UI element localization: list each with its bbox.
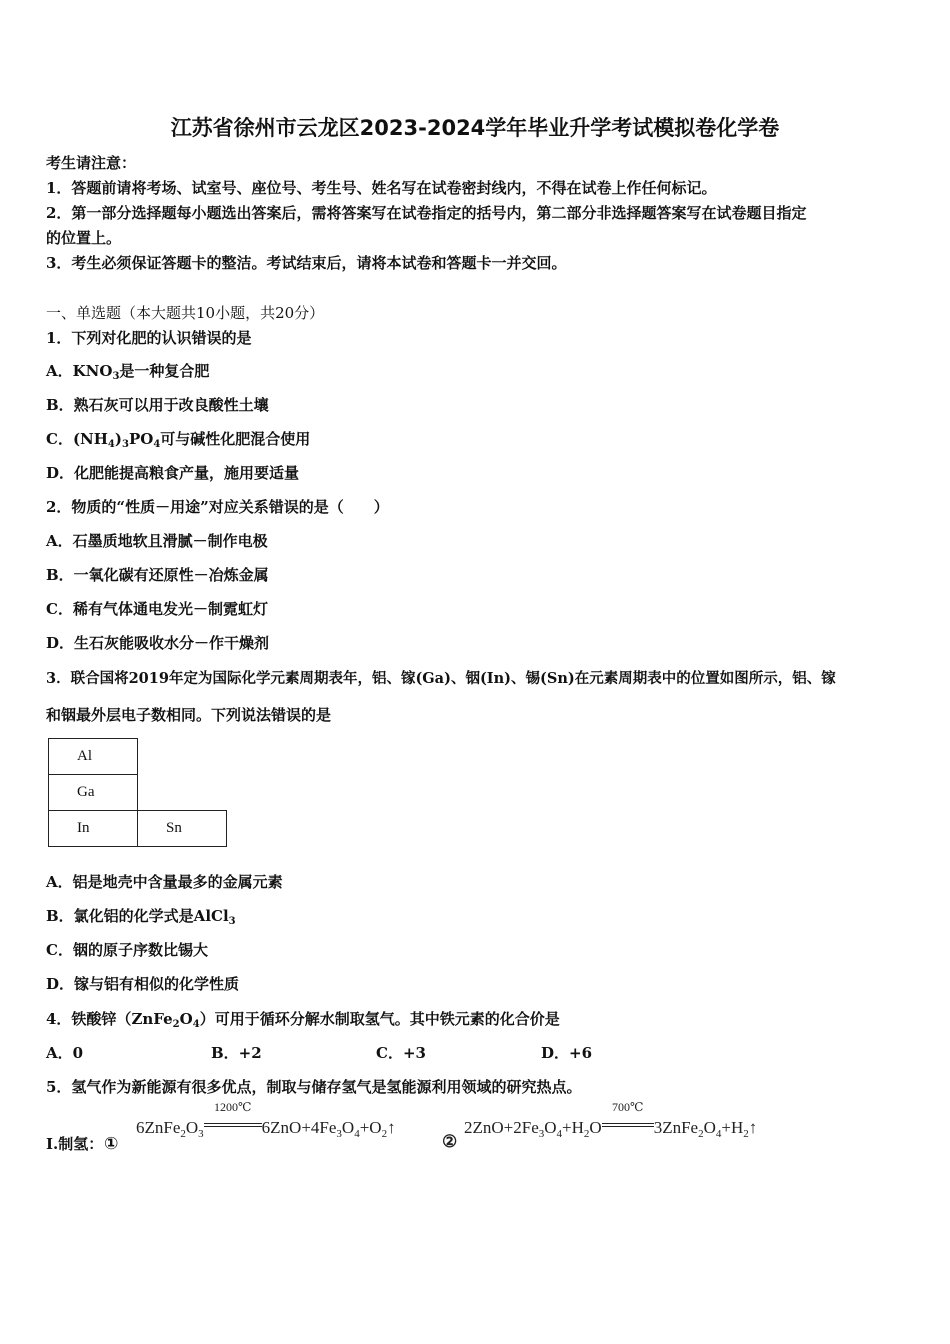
cell-sn: Sn <box>138 811 227 847</box>
notice-heading: 考生请注意： <box>46 154 137 172</box>
q4-option-c: C．+3 <box>376 1044 426 1062</box>
q1-stem: 1．下列对化肥的认识错误的是 <box>46 329 252 347</box>
circle-two-icon: ② <box>442 1132 458 1151</box>
cell-al: Al <box>49 739 138 775</box>
q4-option-a: A．0 <box>46 1044 84 1062</box>
q3-option-b: B．氯化铝的化学式是AlCl$_3$ <box>46 907 236 927</box>
q5-stem: 5．氢气作为新能源有很多优点，制取与储存氢气是氢能源利用领域的研究热点。 <box>46 1078 582 1096</box>
circle-one-icon: ① <box>104 1134 119 1154</box>
q4-stem: 4．铁酸锌$(ZnFe_2O_4)$可用于循环分解水制取氢气。其中铁元素的化合价是 <box>46 1010 560 1030</box>
notice-item-1: 1．答题前请将考场、试室号、座位号、考生号、姓名写在试卷密封线内，不得在试卷上作任何标记。 <box>46 179 717 197</box>
q1-option-a: A．$KNO_3$是一种复合肥 <box>46 362 210 382</box>
q5-label: Ⅰ.制氢：① <box>46 1134 119 1154</box>
q4-option-b: B．+2 <box>211 1044 262 1062</box>
q4-option-d: D．+6 <box>541 1044 593 1062</box>
q2-option-a: A．石墨质地软且滑腻－制作电极 <box>46 532 268 550</box>
q3-option-a: A．铝是地壳中含量最多的金属元素 <box>46 873 283 891</box>
notice-item-2: 2．第一部分选择题每小题选出答案后，需将答案写在试卷指定的括号内，第二部分非选择题答案写在试卷题目指定 <box>46 204 807 222</box>
gas-arrow-icon: ↑ <box>748 1118 758 1137</box>
gas-arrow-icon: ↑ <box>387 1118 396 1137</box>
q1-option-c: C．$(NH_4)_3PO_4$可与碱性化肥混合使用 <box>46 430 311 450</box>
section-heading: 一、单选题（本大题共10小题，共20分） <box>46 304 325 322</box>
q1-option-d: D．化肥能提高粮食产量，施用要适量 <box>46 464 300 482</box>
notice-item-2-cont: 的位置上。 <box>46 229 122 247</box>
q2-option-b: B．一氧化碳有还原性－冶炼金属 <box>46 566 269 584</box>
q2-stem: 2．物质的“性质－用途”对应关系错误的是（ ） <box>46 498 389 516</box>
reaction-condition-2: 700℃ <box>602 1110 654 1132</box>
notice-item-3: 3．考生必须保证答题卡的整洁。考试结束后，请将本试卷和答题卡一并交回。 <box>46 254 567 272</box>
periodic-table-fragment <box>48 738 227 847</box>
q3-stem-line-1: 3．联合国将2019年定为国际化学元素周期表年，铝、镓(Ga)、铟(In)、锡(Sn)在元素周期表中的位置如图所示，铝、镓 <box>46 670 836 687</box>
cell-ga: Ga <box>49 775 138 811</box>
q1-option-b: B．熟石灰可以用于改良酸性土壤 <box>46 396 269 414</box>
cell-in: In <box>49 811 138 847</box>
equation-2: $2ZnO+2Fe_3O_4+H_2O$ 700℃ $3ZnFe_2O_4+H_2↑$ <box>464 1100 758 1140</box>
q2-option-c: C．稀有气体通电发光－制霓虹灯 <box>46 600 268 618</box>
q2-option-d: D．生石灰能吸收水分－作干燥剂 <box>46 634 270 652</box>
q3-option-d: D．镓与铝有相似的化学性质 <box>46 975 240 993</box>
q3-option-c: C．铟的原子序数比锡大 <box>46 941 208 959</box>
reaction-condition-1: 1200℃ <box>204 1110 262 1132</box>
q3-stem-line-2: 和铟最外层电子数相同。下列说法错误的是 <box>46 706 332 724</box>
equation-1: $6ZnFe_2O_3$ 1200℃ $6ZnO+4Fe_3O_4+O_2↑$ <box>136 1100 396 1140</box>
page-title: 江苏省徐州市云龙区2023-2024学年毕业升学考试模拟卷化学卷 <box>170 116 780 140</box>
